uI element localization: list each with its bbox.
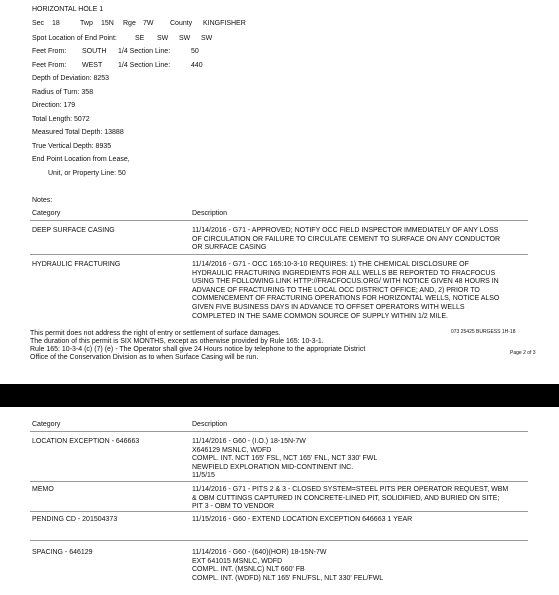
note-description: 11/14/2016 - G71 - PITS 2 & 3 - CLOSED SYSTEM=STEEL PITS PER OPERATOR REQUEST, WBM & OBM CUTTINGS CAPTURED IN CONCRETE-LINED PIT, SOLIDIFIED, AND BURIED ON SITE; PIT 3 - OBM TO VENDOR bbox=[192, 486, 509, 511]
section-line-label: 1/4 Section Line: bbox=[118, 62, 171, 69]
permit-id: 073 25425 BURGESS 1H-18 bbox=[451, 329, 516, 335]
page-number: Page 2 of 3 bbox=[510, 350, 536, 356]
row-divider bbox=[30, 481, 528, 482]
rge-label: Rge bbox=[123, 20, 136, 27]
depth-of-deviation: Depth of Deviation: 8253 bbox=[32, 75, 110, 82]
footer-line-1: This permit does not address the right of entry or settlement of surface damages. bbox=[30, 330, 281, 337]
radius-of-turn: Radius of Turn: 358 bbox=[32, 89, 94, 96]
description-header: Description bbox=[192, 210, 228, 217]
twp-value: 15N bbox=[101, 20, 114, 27]
spot-quarter-1: SE bbox=[135, 35, 145, 42]
header-divider bbox=[30, 431, 528, 432]
end-point-location-line-2: Unit, or Property Line: 50 bbox=[48, 170, 126, 177]
feet-from-direction: SOUTH bbox=[82, 48, 107, 55]
note-category: LOCATION EXCEPTION - 646663 bbox=[32, 438, 140, 445]
note-description: 11/14/2016 - G71 - APPROVED; NOTIFY OCC FIELD INSPECTOR IMMEDIATELY OF ANY LOSS OF CIRCULATION OR FAILURE TO CIRCULATE CEMENT TO SURFACE ON ANY CONDUCTOR OR SURFACE CASING bbox=[192, 227, 501, 252]
section-line-label: 1/4 Section Line: bbox=[118, 48, 171, 55]
note-description: 11/14/2016 - G71 - OCC 165:10-3-10 REQUIRES: 1) THE CHEMICAL DISCLOSURE OF HYDRAULIC FRACTURING INGREDIENTS FOR ALL WELLS BE REPORTED TO FRACFOCUS USING THE FOLLOWING LINK HTTP://FRACFOCUS.ORG/ WITH NOTICE GIVEN 48 HOURS IN ADVANCE OF FRACTURING TO THE LOCAL OCC DISTRICT OFFICE; AND, 2) PRIOR TO COMMENCEMENT OF FRACTURING OPERATIONS FOR HORIZONTAL WELLS, NOTICE ALSO GIVEN FIVE BUSINESS DAYS IN ADVANCE TO OFFSET OPERATORS WITH WELLS COMPLETED IN THE SAME COMMON SOURCE OF SUPPLY WITHIN 1/2 MILE. bbox=[192, 261, 500, 320]
county-value: KINGFISHER bbox=[203, 20, 246, 27]
spot-quarter-3: SW bbox=[179, 35, 191, 42]
sec-label: Sec bbox=[32, 20, 45, 27]
section-title: HORIZONTAL HOLE 1 bbox=[32, 6, 104, 13]
note-description: 11/14/2016 - G60 - (640)(HOR) 18-15N-7W EXT 641015 MSNLC, WDFD COMPL. INT. (MSNLC) NLT 660' FB COMPL. INT. (WDFD) NLT 165' FNL/FSL, NLT 330' FEL/FWL bbox=[192, 549, 384, 582]
rge-value: 7W bbox=[143, 20, 154, 27]
page-break bbox=[0, 384, 559, 407]
spot-quarter-4: SW bbox=[201, 35, 213, 42]
note-category: HYDRAULIC FRACTURING bbox=[32, 261, 121, 268]
true-vertical-depth: True Vertical Depth: 8935 bbox=[32, 143, 112, 150]
total-length: Total Length: 5072 bbox=[32, 116, 90, 123]
twp-label: Twp bbox=[80, 20, 93, 27]
category-header: Category bbox=[32, 421, 61, 428]
spot-location-label: Spot Location of End Point: bbox=[32, 35, 117, 42]
direction: Direction: 179 bbox=[32, 102, 76, 109]
footer-line-4: Office of the Conservation Division as to when Surface Casing will be run. bbox=[30, 354, 259, 361]
sec-value: 18 bbox=[52, 20, 60, 27]
note-category: PENDING CD - 201504373 bbox=[32, 516, 118, 523]
description-header: Description bbox=[192, 421, 228, 428]
note-description: 11/15/2016 - G60 - EXTEND LOCATION EXCEPTION 646663 1 YEAR bbox=[192, 516, 413, 523]
county-label: County bbox=[170, 20, 193, 27]
feet-from-value: 50 bbox=[191, 48, 199, 55]
row-divider bbox=[30, 511, 528, 512]
note-category: MEMO bbox=[32, 486, 54, 493]
note-description: 11/14/2016 - G60 - (I.O.) 18-15N-7W X646129 MSNLC, WDFD COMPL. INT. NCT 165' FSL, NCT 165' FNL, NCT 330' FWL NEWFIELD EXPLORATION MID-CONTINENT INC. 11/5/15 bbox=[192, 438, 378, 480]
note-category: SPACING - 646129 bbox=[32, 549, 93, 556]
feet-from-direction: WEST bbox=[82, 62, 103, 69]
row-divider bbox=[30, 254, 528, 255]
header-divider bbox=[30, 220, 528, 221]
spot-quarter-2: SW bbox=[157, 35, 169, 42]
feet-from-value: 440 bbox=[191, 62, 203, 69]
row-divider bbox=[30, 540, 528, 541]
category-header: Category bbox=[32, 210, 61, 217]
feet-from-label: Feet From: bbox=[32, 48, 67, 55]
feet-from-label: Feet From: bbox=[32, 62, 67, 69]
note-category: DEEP SURFACE CASING bbox=[32, 227, 115, 234]
measured-total-depth: Measured Total Depth: 13888 bbox=[32, 129, 124, 136]
footer-line-2: The duration of this permit is SIX MONTHS, except as otherwise provided by Rule 165: 10-3-1. bbox=[30, 338, 324, 345]
end-point-location-line-1: End Point Location from Lease, bbox=[32, 156, 130, 163]
footer-line-3: Rule 165: 10-3-4 (c) (7) (e) - The Operator shall give 24 Hours notice by telephone to the appropriate District bbox=[30, 346, 366, 353]
notes-label: Notes: bbox=[32, 197, 53, 204]
